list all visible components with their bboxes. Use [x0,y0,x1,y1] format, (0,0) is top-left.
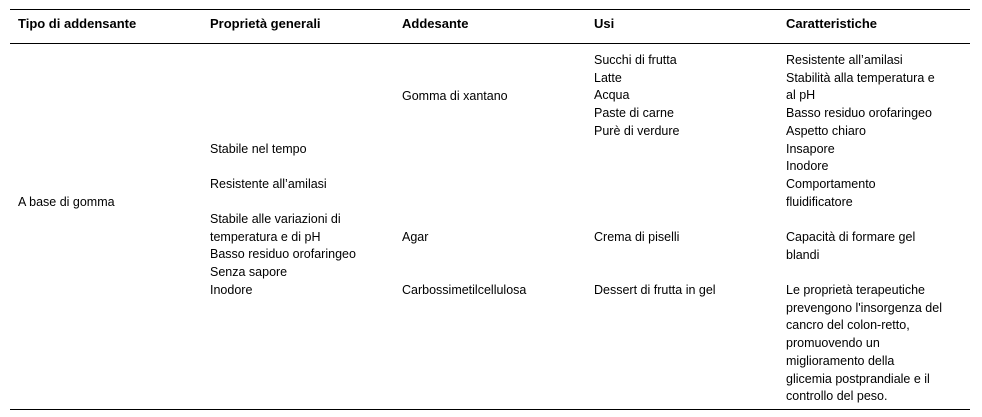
cell-tipo [18,194,115,212]
caratteristiche-line: Stabilità alla temperatura e [786,70,935,85]
caratteristiche-line: controllo del peso. [786,389,888,404]
proprieta-item: Stabile nel tempo [210,142,307,156]
proprieta-item: Basso residuo orofaringeo [210,247,356,262]
cell-proprieta-list [210,211,356,300]
caratteristiche-line: cancro del colon-retto, [786,318,910,333]
usi-item: Purè di verdure [594,123,680,138]
addensante-name: Agar [402,230,429,244]
usi-item: Succhi di frutta [594,53,677,67]
addensante-name: Carbossimetilcellulosa [402,283,527,297]
usi-item: Crema di piselli [594,230,680,244]
cell-addensante-xantano [402,88,508,106]
addensante-name: Gomma di xantano [402,89,508,103]
header-usi: Usi [594,16,615,31]
cell-usi-cmc [594,282,716,300]
proprieta-item: Inodore [210,282,253,297]
caratteristiche-line: glicemia postprandiale e il [786,371,930,386]
caratteristiche-line: Insapore [786,141,835,156]
caratteristiche-line: Capacità di formare gel [786,230,916,244]
table-header-rule [10,43,970,44]
caratteristiche-line: miglioramento della [786,353,895,368]
cell-caratteristiche-agar [786,229,915,264]
header-tipo: Tipo di addensante [18,16,137,31]
caratteristiche-line: prevengono l'insorgenza del [786,300,942,315]
header-caratteristiche: Caratteristiche [786,16,878,31]
usi-item: Latte [594,70,622,85]
caratteristiche-line: Resistente all’amilasi [786,53,903,67]
proprieta-item: temperatura e di pH [210,229,321,244]
caratteristiche-line: al pH [786,88,816,103]
table-top-rule [10,9,970,10]
tipo-text: A base di gomma [18,195,115,209]
cell-usi-xantano [594,52,679,141]
usi-item: Paste di carne [594,106,674,121]
caratteristiche-line: Basso residuo orofaringeo [786,106,932,121]
header-proprieta: Proprietà generali [210,16,321,31]
cell-caratteristiche-xantano [786,52,935,211]
cell-proprieta-stabile-tempo [210,141,307,159]
proprieta-item: Resistente all’amilasi [210,177,327,191]
cell-addensante-agar [402,229,428,247]
usi-item: Dessert di frutta in gel [594,283,716,297]
header-addensante: Addesante [402,16,469,31]
caratteristiche-line: promuovendo un [786,336,880,351]
table-bottom-rule [10,409,970,410]
caratteristiche-line: fluidificatore [786,194,853,209]
usi-item: Acqua [594,88,630,103]
cell-addensante-cmc [402,282,526,300]
caratteristiche-line: Inodore [786,159,829,174]
caratteristiche-line: Comportamento [786,176,876,191]
proprieta-item: Senza sapore [210,265,288,280]
proprieta-item: Stabile alle variazioni di [210,212,341,226]
caratteristiche-line: Le proprietà terapeutiche [786,283,925,297]
cell-usi-agar [594,229,679,247]
caratteristiche-line: Aspetto chiaro [786,123,866,138]
caratteristiche-line: blandi [786,247,820,262]
cell-caratteristiche-cmc [786,282,942,406]
cell-proprieta-resistente [210,176,327,194]
